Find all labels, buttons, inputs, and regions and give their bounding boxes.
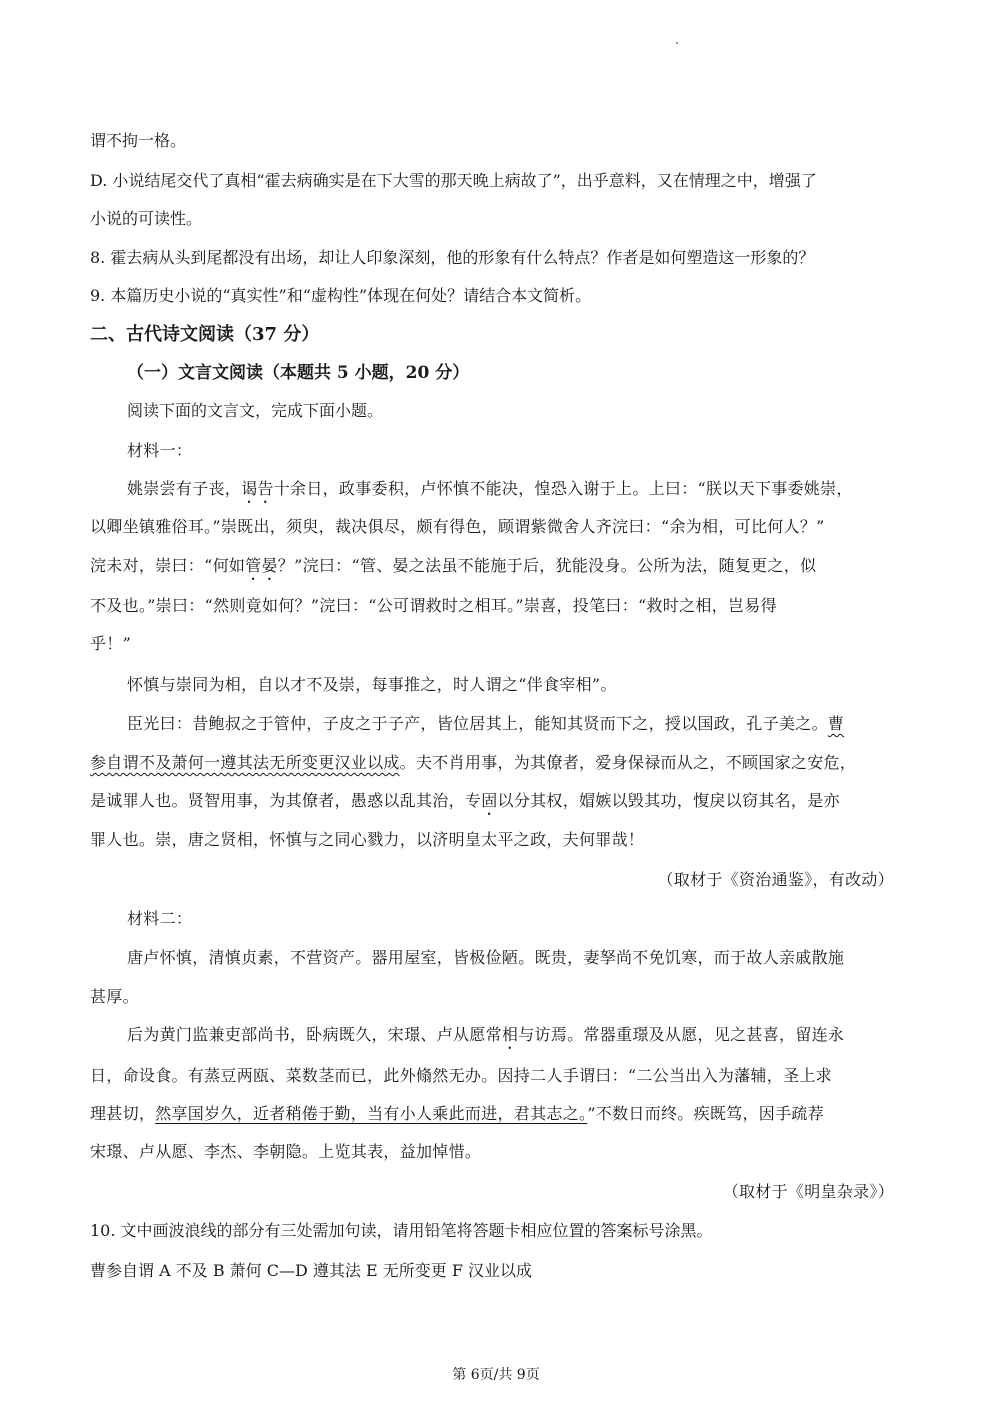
passage-line xyxy=(127,479,853,507)
passage-line xyxy=(90,753,856,773)
passage-line: 乎！” xyxy=(90,634,132,653)
passage-line: 宋璟、卢从愿、李杰、李朝隐。上览其表，益加悼惜。 xyxy=(90,1142,482,1161)
text-span: 。夫不肖用事，为其僚者，爱身保禄而从之，不顾国家之安危， xyxy=(399,753,857,772)
passage-line: 甚厚。 xyxy=(90,987,139,1006)
question-10-options: 曹参自谓 A 不及 B 萧何 C—D 遵其法 E 无所变更 F 汉业以成 xyxy=(90,1261,533,1280)
text-span: 是诚罪人也。贤智用事，为其僚者，愚惑以乱其治，专 xyxy=(90,791,482,810)
passage-line: 日，命设食。有蒸豆两瓯、菜数茎而已，此外翛然无办。因持二人手谓曰：“二公当出入为藩辅，圣上求 xyxy=(90,1066,832,1085)
passage-line: 罪人也。崇，唐之贤相，怀慎与之同心戮力，以济明皇太平之政，夫何罪哉！ xyxy=(90,830,645,849)
wavy-underlined-text: 曹 xyxy=(827,714,845,733)
text-span: 以分其权，媢嫉以毁其功，愎戾以窃其名，是亦 xyxy=(497,791,840,810)
option-d: D. 小说结尾交代了真相“霍去病确实是在下大雪的那天晚上病故了”，出乎意料，又在情理之中，增强了 xyxy=(90,171,817,190)
passage-line xyxy=(90,791,840,819)
dotted-word: 管晏 xyxy=(245,556,278,575)
text-span: 臣光曰：昔鲍叔之于管仲，子皮之于子产，皆位居其上，能知其贤而下之，授以国政，孔子美之。 xyxy=(127,714,828,733)
source-citation: （取材于《资治通鉴》，有改动） xyxy=(657,870,894,889)
material2-label: 材料二： xyxy=(127,909,193,928)
instruction: 阅读下面的文言文，完成下面小题。 xyxy=(127,401,384,420)
passage-line: 怀慎与崇同为相，自以才不及崇，每事推之，时人谓之“伴食宰相”。 xyxy=(127,675,617,694)
dotted-word: 相 xyxy=(501,1025,519,1044)
text-span: ”不数日而终。疾既笃，因手疏荐 xyxy=(587,1104,824,1123)
text-span: 理甚切， xyxy=(90,1104,156,1123)
question-10: 10. 文中画波浪线的部分有三处需加句读，请用铅笔将答题卡相应位置的答案标号涂黑。 xyxy=(90,1221,713,1240)
text-line: 小说的可读性。 xyxy=(90,209,203,228)
wavy-underlined-text: 参自谓不及萧何一遵其法无所变更汉业以成 xyxy=(90,753,400,772)
material1-label: 材料一： xyxy=(127,441,193,460)
passage-line xyxy=(90,1104,824,1124)
text-span: 十余日，政事委积，卢怀慎不能决，惶恐入谢于上。上曰：“朕以天下事委姚崇， xyxy=(273,479,853,498)
text-line: 谓不拘一格。 xyxy=(90,131,187,150)
text-span: 姚崇尝有子丧， xyxy=(127,479,242,498)
section-title: 二、古代诗文阅读（37 分） xyxy=(90,324,320,345)
passage-line xyxy=(127,1025,844,1053)
text-span: 后为黄门监兼吏部尚书，卧病既久，宋璟、卢从愿常 xyxy=(127,1025,502,1044)
scan-dot xyxy=(676,42,678,44)
text-span: 与访焉。常器重璟及从愿，见之甚喜，留连永 xyxy=(518,1025,845,1044)
text-span: ？”浣曰：“管、晏之法虽不能施于后，犹能没身。公所为法，随复更之，似 xyxy=(277,556,817,575)
subsection-title: （一）文言文阅读（本题共 5 小题，20 分） xyxy=(127,363,470,383)
passage-line xyxy=(90,556,816,584)
passage-line: 不及也。”崇曰：“然则竟如何？”浣曰：“公可谓救时之相耳。”崇喜，投笔曰：“救时之相，岂易得 xyxy=(90,596,777,615)
source-citation: （取材于《明皇杂录》） xyxy=(722,1182,894,1201)
passage-line xyxy=(127,714,844,734)
question-8: 8. 霍去病从头到尾都没有出场，却让人印象深刻，他的形象有什么特点？作者是如何塑造这一形象的？ xyxy=(90,248,815,267)
dotted-word: 固 xyxy=(481,791,498,810)
text-span: 浣未对，崇曰：“何如 xyxy=(90,556,246,575)
underlined-sentence: 然享国岁久，近者稍倦于勤，当有小人乘此而进，君其志之。 xyxy=(155,1104,588,1123)
passage-line: 以卿坐镇雅俗耳。”崇既出，须臾，裁决俱尽，颇有得色，顾谓紫微舍人齐浣曰：“余为相，可比何人？” xyxy=(90,517,825,536)
dotted-word: 谒告 xyxy=(241,479,274,498)
passage-line: 唐卢怀慎，清慎贞素，不营资产。器用屋室，皆极俭陋。既贵，妻孥尚不免饥寒，而于故人亲戚散施 xyxy=(127,948,845,967)
page-footer: 第 6页/共 9页 xyxy=(452,1367,540,1383)
question-9: 9. 本篇历史小说的“真实性”和“虚构性”体现在何处？请结合本文简析。 xyxy=(90,286,592,305)
